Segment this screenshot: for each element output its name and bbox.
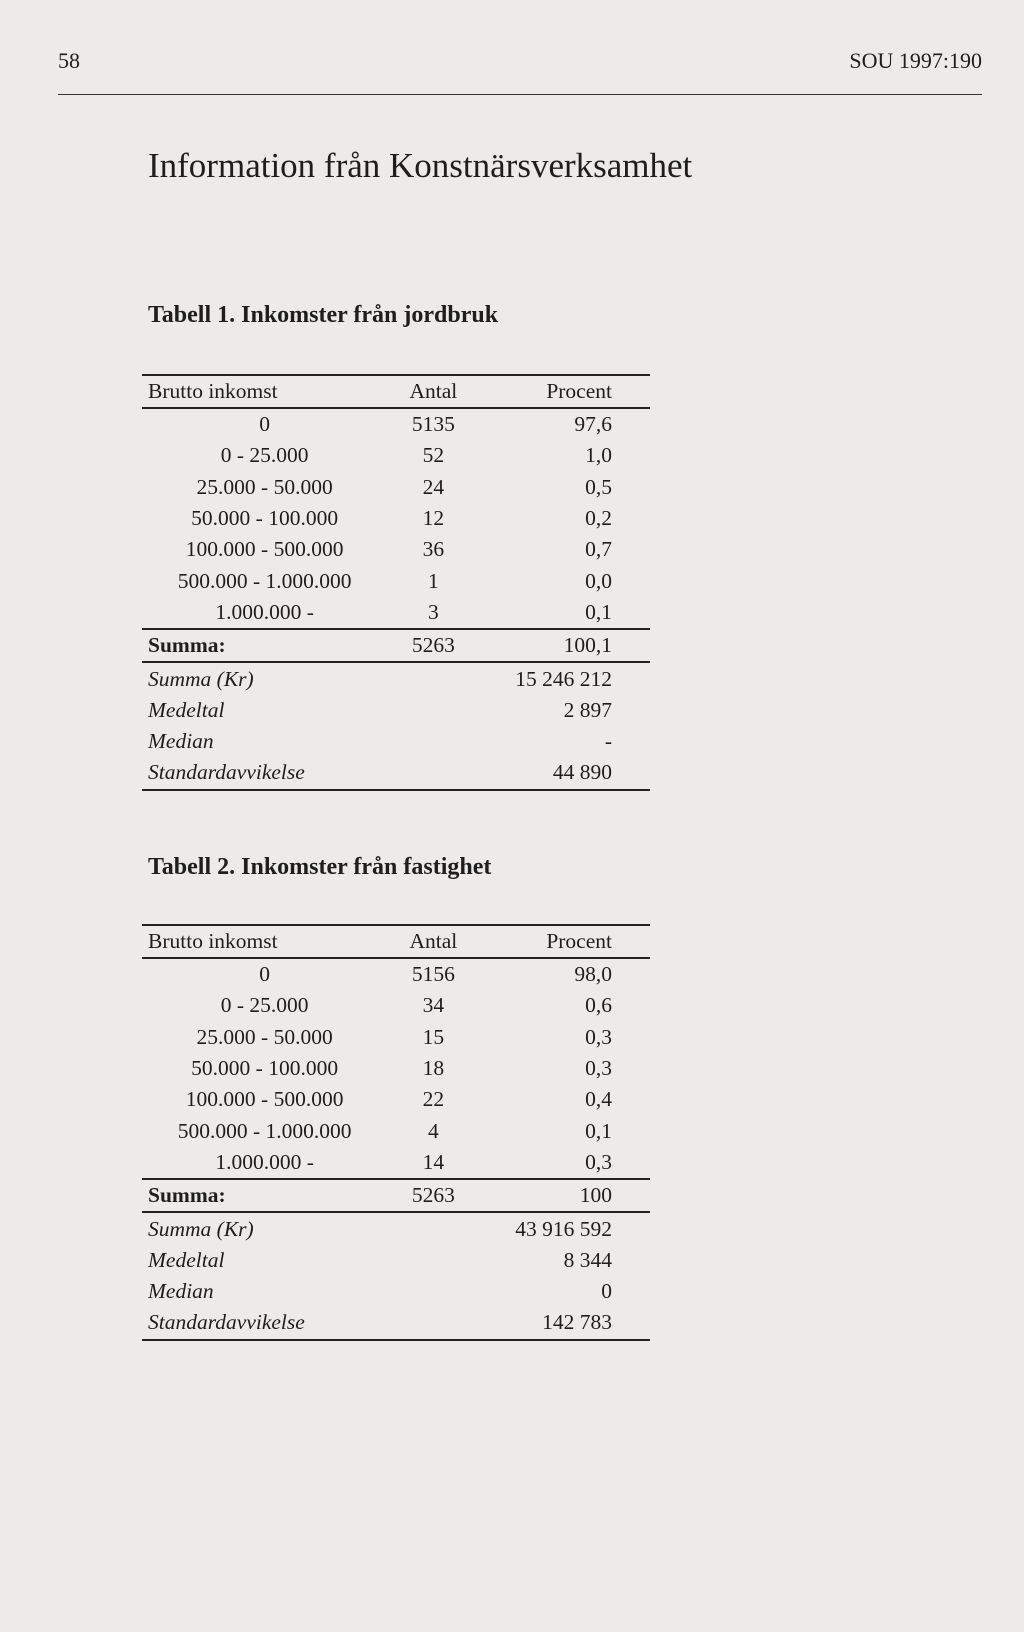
stat-value-medeltal: 8 344 [563, 1247, 612, 1272]
cell-procent: 0,1 [585, 599, 612, 624]
cell-procent: 98,0 [574, 962, 612, 987]
table-row [142, 597, 650, 629]
cell-antal: 18 [422, 1056, 445, 1081]
column-header-antal: Antal [409, 379, 458, 403]
cell-range: 500.000 - 1.000.000 [177, 1118, 352, 1143]
cell-range: 50.000 - 100.000 [191, 1056, 339, 1081]
stat-label-medeltal: Medeltal [148, 1247, 225, 1272]
cell-range: 50.000 - 100.000 [191, 506, 339, 531]
stat-row [142, 1245, 650, 1276]
stat-label-summa-kr: Summa (Kr) [148, 666, 254, 691]
stat-value-median: - [604, 729, 612, 754]
column-header-brutto-inkomst: Brutto inkomst [148, 929, 278, 953]
table-row [142, 1147, 650, 1179]
cell-antal: 3 [427, 599, 439, 624]
cell-antal: 12 [422, 506, 445, 531]
header-divider [58, 94, 982, 95]
cell-procent: 0,6 [585, 993, 612, 1018]
cell-procent: 0,0 [585, 568, 612, 593]
summa-label: Summa: [148, 633, 226, 658]
cell-procent: 0,5 [585, 474, 612, 499]
stat-value-summa-kr: 15 246 212 [515, 666, 612, 691]
summa-row [142, 629, 650, 662]
cell-antal: 4 [427, 1118, 439, 1143]
table-row [142, 1115, 650, 1146]
stat-value-standardavvikelse: 142 783 [542, 1310, 612, 1335]
column-header-brutto-inkomst: Brutto inkomst [148, 379, 278, 403]
stat-value-standardavvikelse: 44 890 [552, 760, 612, 785]
cell-procent: 0,3 [585, 1024, 612, 1049]
cell-antal: 34 [422, 993, 445, 1018]
cell-range: 100.000 - 500.000 [185, 537, 344, 562]
cell-range: 25.000 - 50.000 [196, 474, 333, 499]
column-header-antal: Antal [409, 929, 458, 953]
table-1 [142, 374, 650, 791]
stat-value-median: 0 [601, 1279, 612, 1304]
cell-procent: 0,3 [585, 1149, 612, 1174]
table-row [142, 503, 650, 534]
cell-procent: 0,7 [585, 537, 612, 562]
stat-label-medeltal: Medeltal [148, 697, 225, 722]
cell-antal: 5156 [411, 962, 455, 987]
table-row [142, 440, 650, 471]
summa-row [142, 1179, 650, 1212]
cell-range: 500.000 - 1.000.000 [177, 568, 352, 593]
table-row [142, 1022, 650, 1053]
cell-procent: 97,6 [574, 412, 612, 437]
table-row [142, 565, 650, 596]
table-row [142, 1053, 650, 1084]
table-2-caption: Tabell 2. Inkomster från fastighet [148, 854, 492, 880]
table-header-row [142, 925, 650, 958]
table-header-row [142, 375, 650, 408]
stat-row [142, 695, 650, 726]
stat-row [142, 726, 650, 757]
summa-label: Summa: [148, 1183, 226, 1208]
table-row [142, 472, 650, 503]
table-row [142, 958, 650, 990]
cell-range: 25.000 - 50.000 [196, 1024, 333, 1049]
summa-antal: 5263 [411, 1183, 455, 1208]
cell-antal: 15 [422, 1024, 445, 1049]
stat-label-median: Median [148, 729, 214, 754]
cell-range: 100.000 - 500.000 [185, 1087, 344, 1112]
table-row [142, 990, 650, 1021]
cell-antal: 14 [422, 1149, 445, 1174]
summa-antal: 5263 [411, 633, 455, 658]
cell-range: 1.000.000 - [215, 1149, 314, 1174]
page-number: 58 [58, 48, 80, 73]
stat-row [142, 1307, 650, 1339]
cell-antal: 1 [427, 568, 439, 593]
cell-antal: 24 [422, 474, 445, 499]
cell-procent: 0,2 [585, 506, 612, 531]
stat-label-summa-kr: Summa (Kr) [148, 1216, 254, 1241]
cell-procent: 0,4 [585, 1087, 612, 1112]
cell-range: 0 - 25.000 [220, 443, 309, 468]
stat-label-standardavvikelse: Standardavvikelse [148, 1310, 305, 1335]
table-row [142, 408, 650, 440]
stat-value-summa-kr: 43 916 592 [515, 1216, 612, 1241]
column-header-procent: Procent [546, 379, 612, 403]
cell-antal: 22 [422, 1087, 445, 1112]
cell-range: 0 - 25.000 [220, 993, 309, 1018]
stat-label-median: Median [148, 1279, 214, 1304]
cell-procent: 1,0 [585, 443, 612, 468]
column-header-procent: Procent [546, 929, 612, 953]
cell-range: 0 [259, 962, 270, 987]
stat-value-medeltal: 2 897 [563, 697, 612, 722]
cell-range: 1.000.000 - [215, 599, 314, 624]
stat-row [142, 1212, 650, 1244]
cell-antal: 36 [422, 537, 445, 562]
table-2 [142, 924, 650, 1341]
cell-antal: 52 [422, 443, 445, 468]
summa-procent: 100,1 [563, 633, 612, 658]
income-table-jordbruk [142, 374, 650, 791]
stat-label-standardavvikelse: Standardavvikelse [148, 760, 305, 785]
stat-row [142, 757, 650, 789]
cell-antal: 5135 [411, 412, 455, 437]
cell-range: 0 [259, 412, 270, 437]
cell-procent: 0,3 [585, 1056, 612, 1081]
summa-procent: 100 [579, 1183, 612, 1208]
income-table-fastighet [142, 924, 650, 1341]
stat-row [142, 662, 650, 694]
section-title: Information från Konstnärsverksamhet [148, 146, 693, 185]
cell-procent: 0,1 [585, 1118, 612, 1143]
table-1-caption: Tabell 1. Inkomster från jordbruk [148, 302, 499, 328]
table-row [142, 534, 650, 565]
stat-row [142, 1276, 650, 1307]
series-reference: SOU 1997:190 [849, 48, 982, 73]
table-row [142, 1084, 650, 1115]
